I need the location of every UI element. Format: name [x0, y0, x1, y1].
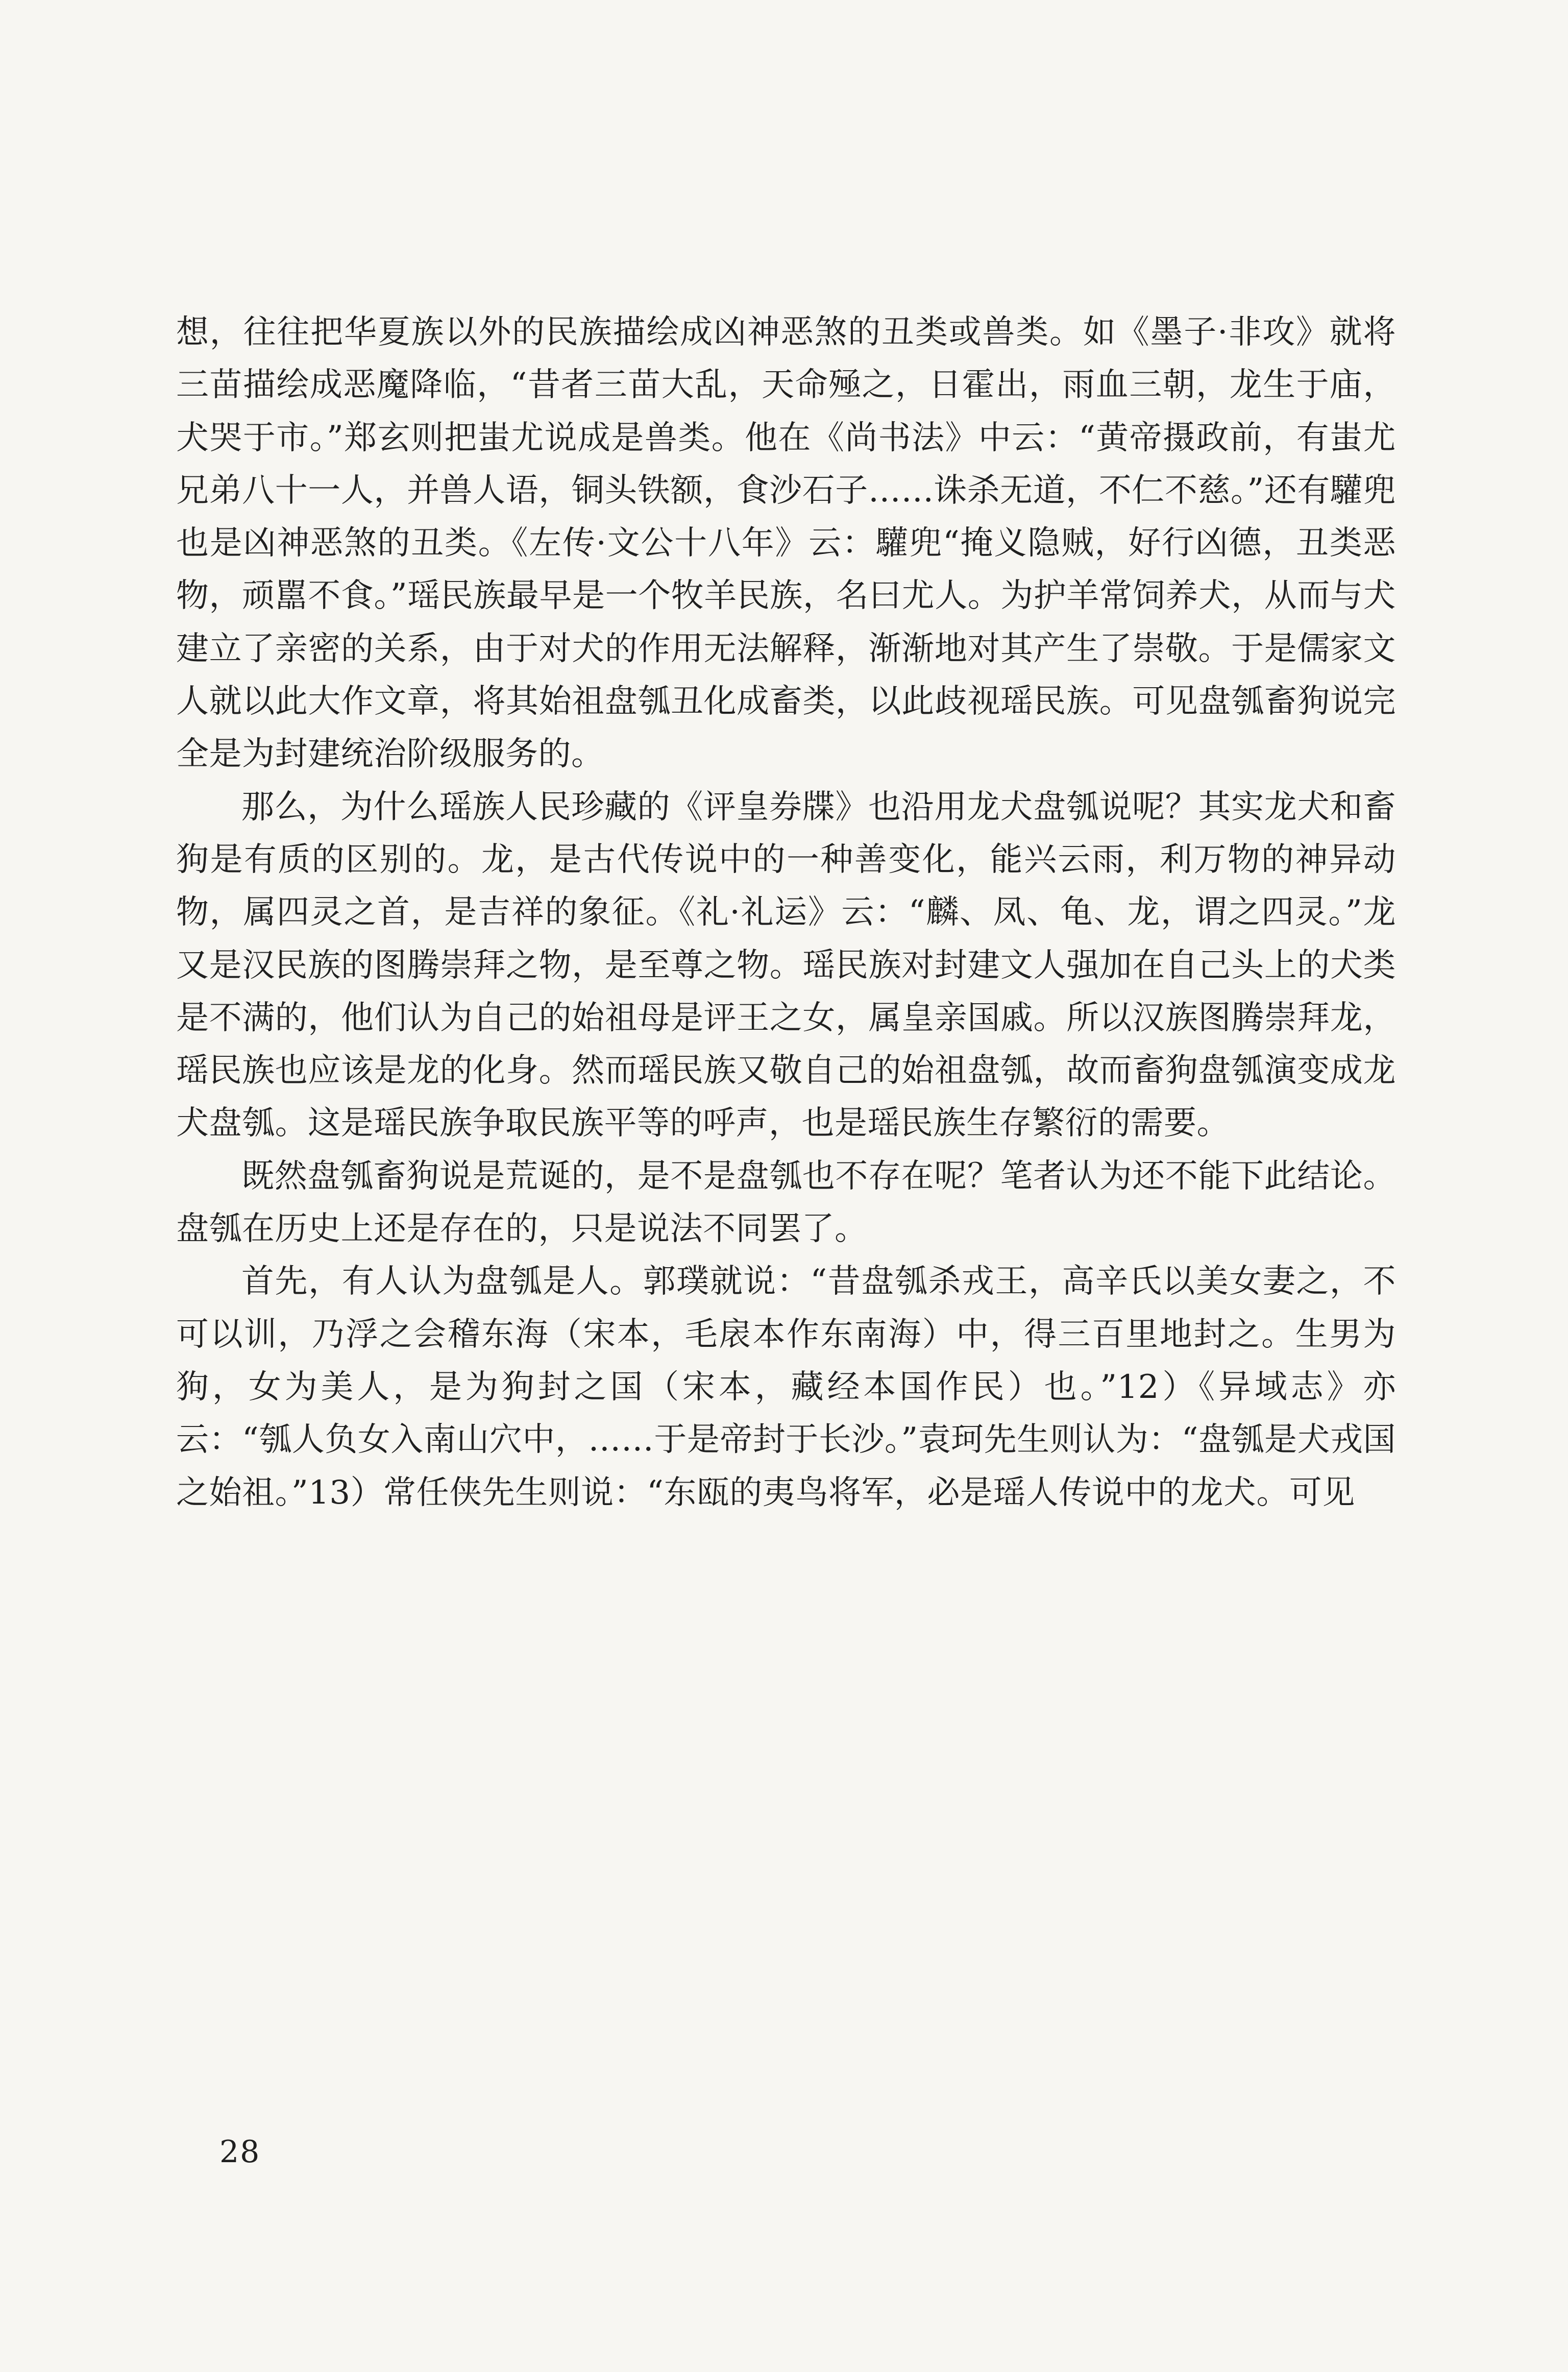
paragraph-4: 首先，有人认为盘瓠是人。郭璞就说：“昔盘瓠杀戎王，高辛氏以美女妻之，不可以训，乃浮之会稽东海（宋本，毛扆本作东南海）中，得三百里地封之。生男为狗，女为美人，是为狗封之国（宋本，藏经本国作民）也。”12）《异域志》亦云：“瓠人负女入南山穴中，……于是帝封于长沙。”袁珂先生则认为：“盘瓠是犬戎国之始祖。”13）常任侠先生则说：“东瓯的夷鸟将军，必是瑶人传说中的龙犬。可见: [176, 1263, 1396, 1512]
body-text: [176, 306, 1396, 1519]
paragraph-2: 那么，为什么瑶族人民珍藏的《评皇券牒》也沿用龙犬盘瓠说呢？其实龙犬和畜狗是有质的区别的。龙，是古代传说中的一种善变化，能兴云雨，利万物的神异动物，属四灵之首，是吉祥的象征。《礼·礼运》云：“麟、凤、龟、龙，谓之四灵。”龙又是汉民族的图腾崇拜之物，是至尊之物。瑶民族对封建文人强加在自己头上的犬类是不满的，他们认为自己的始祖母是评王之女，属皇亲国戚。所以汉族图腾崇拜龙，瑶民族也应该是龙的化身。然而瑶民族又敬自己的始祖盘瓠，故而畜狗盘瓠演变成龙犬盘瓠。这是瑶民族争取民族平等的呼声，也是瑶民族生存繁衍的需要。: [176, 788, 1396, 1143]
page-number: 28: [219, 2134, 261, 2170]
paragraph-3: 既然盘瓠畜狗说是荒诞的，是不是盘瓠也不存在呢？笔者认为还不能下此结论。盘瓠在历史上还是存在的，只是说法不同罢了。: [176, 1157, 1396, 1248]
paragraph-1: 想，往往把华夏族以外的民族描绘成凶神恶煞的丑类或兽类。如《墨子·非攻》就将三苗描绘成恶魔降临，“昔者三苗大乱，天命殛之，日霍出，雨血三朝，龙生于庙，犬哭于市。”郑玄则把蚩尤说成是兽类。他在《尚书法》中云：“黄帝摄政前，有蚩尤兄弟八十一人，并兽人语，铜头铁额，食沙石子……诛杀无道，不仁不慈。”还有驩兜也是凶神恶煞的丑类。《左传·文公十八年》云：驩兜“掩义隐贼，好行凶德，丑类恶物，顽嚚不食。”瑶民族最早是一个牧羊民族，名曰尤人。为护羊常饲养犬，从而与犬建立了亲密的关系，由于对犬的作用无法解释，渐渐地对其产生了崇敬。于是儒家文人就以此大作文章，将其始祖盘瓠丑化成畜类，以此歧视瑶民族。可见盘瓠畜狗说完全是为封建统治阶级服务的。: [176, 313, 1396, 773]
